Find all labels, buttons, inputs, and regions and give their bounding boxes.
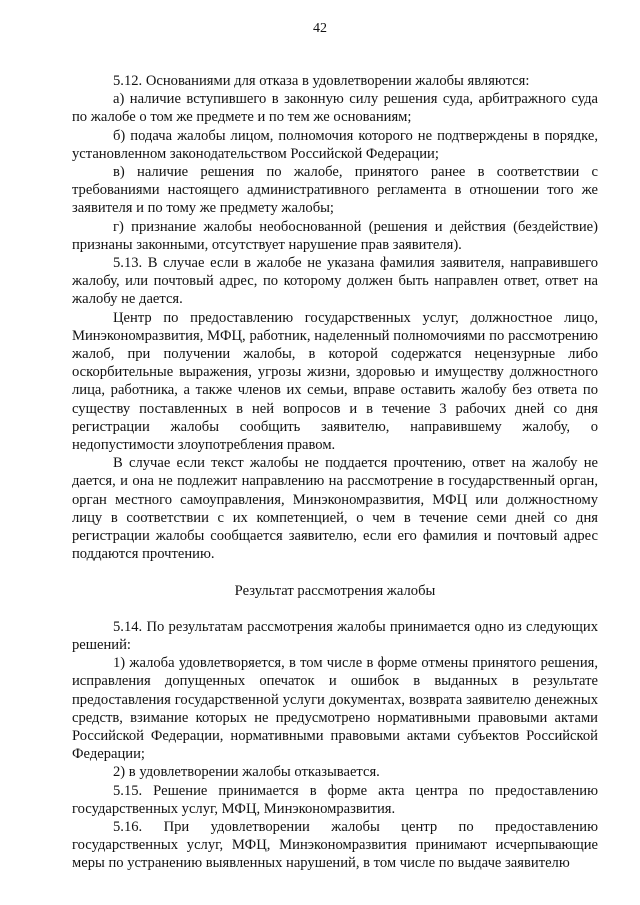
paragraph-5-14-1: 1) жалоба удовлетворяется, в том числе в форме отмены принятого решения, исправления допущенных опечаток и ошибок в выданных в результате предоставления государственной услуги документах, возврата заявителю денежных средств, взимание которых не предусмотрено нормативными правовыми актами Российской Федерации, нормативными правовыми актами субъектов Российской Федерации; [72, 655, 598, 763]
section-heading: Результат рассмотрения жалобы [234, 583, 436, 600]
paragraph-5-12-a: а) наличие вступившего в законную силу решения суда, арбитражного суда по жалобе о том же предмете и по тем же основаниям; [72, 91, 598, 126]
paragraph-5-13-center: Центр по предоставлению государственных услуг, должностное лицо, Минэкономразвития, МФЦ, работник, наделенный полномочиями по рассмотрению жалоб, при получении жалобы, в которой содержатся нецензурные либо оскорбительные выражения, угрозы жизни, здоровью и имуществу должностного лица, работника, а также членов их семьи, вправе оставить жалобу без ответа по существу поставленных в ней вопросов и в течение 3 рабочих дней со дня регистрации жалобы сообщить заявителю, направившему жалобу, о недопустимости злоупотребления правом. [72, 309, 598, 454]
paragraph-5-13: 5.13. В случае если в жалобе не указана фамилия заявителя, направившего жалобу, или почтовый адрес, по которому должен быть направлен ответ, ответ на жалобу не дается. [72, 255, 598, 308]
paragraph-5-12-b: б) подача жалобы лицом, полномочия которого не подтверждены в порядке, установленном законодательством Российской Федерации; [72, 127, 598, 162]
page-number: 42 [313, 21, 327, 36]
paragraph-5-15: 5.15. Решение принимается в форме акта центра по предоставлению государственных услуг, МФЦ, Минэкономразвития. [72, 782, 598, 817]
paragraph-5-14-2: 2) в удовлетворении жалобы отказывается. [113, 764, 380, 781]
paragraph-5-12-v: в) наличие решения по жалобе, принятого ранее в соответствии с требованиями настоящего административного регламента в отношении того же заявителя и по тому же предмету жалобы; [72, 164, 598, 217]
paragraph-5-12: 5.12. Основаниями для отказа в удовлетворении жалобы являются: [113, 73, 530, 89]
document-body [72, 72, 598, 873]
paragraph-5-14: 5.14. По результатам рассмотрения жалобы принимается одно из следующих решений: [72, 618, 598, 653]
paragraph-5-16: 5.16. При удовлетворении жалобы центр по предоставлению государственных услуг, МФЦ, Минэкономразвития принимают исчерпывающие меры по устранению выявленных нарушений, в том числе по выдаче заявителю [72, 818, 598, 872]
paragraph-5-13-unreadable: В случае если текст жалобы не поддается прочтению, ответ на жалобу не дается, и она не подлежит направлению на рассмотрение в государственный орган, орган местного самоуправления, Минэкономразвития, МФЦ или должностному лицу в соответствии с их компетенцией, о чем в течение семи дней со дня регистрации жалобы сообщается заявителю, если его фамилия и почтовый адрес поддаются прочтению. [72, 455, 598, 563]
paragraph-5-12-g: г) признание жалобы необоснованной (решения и действия (бездействие) признаны законными, отсутствует нарушение прав заявителя). [72, 218, 598, 253]
section-heading-block [72, 563, 598, 617]
